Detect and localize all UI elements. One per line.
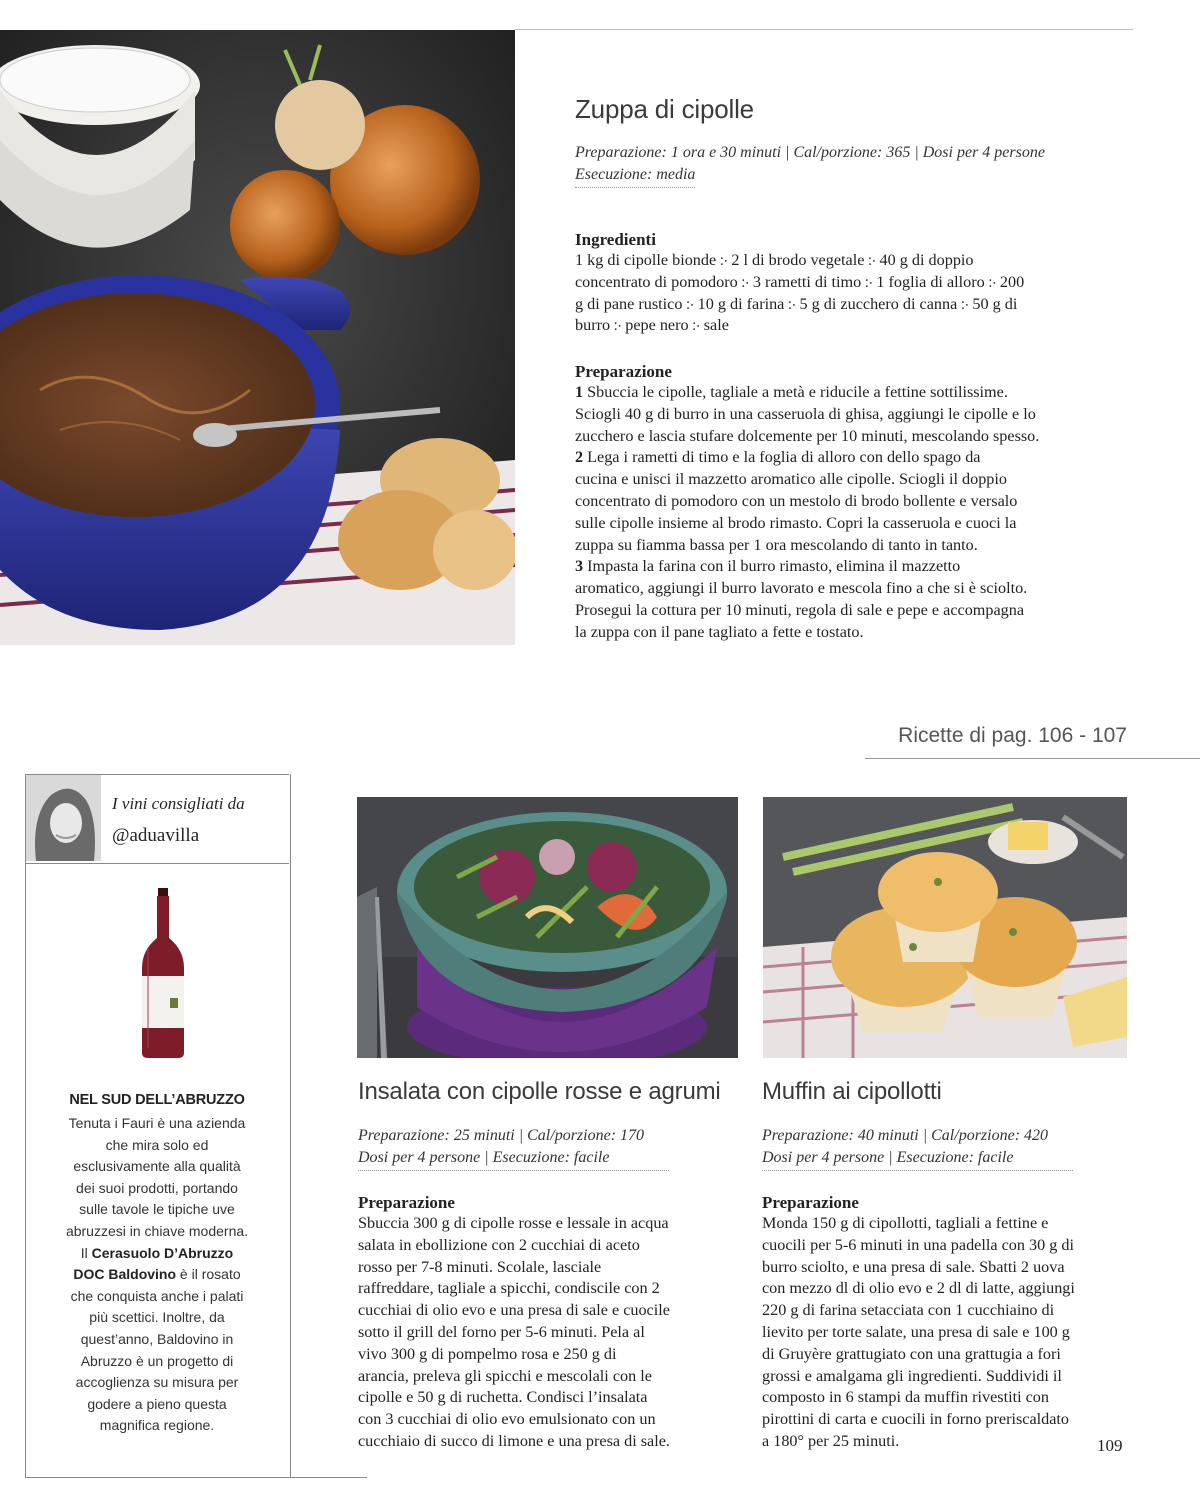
- step-text: concentrato di pomodoro con un mestolo di brodo bollente e versalo: [575, 491, 1018, 510]
- sidebar-text-run: quest’anno, Baldovino in: [80, 1330, 234, 1347]
- preparation-line: Monda 150 g di cipollotti, tagliali a fettine e: [762, 1214, 1049, 1232]
- preparation-line: cipolle e 50 g di ruchetta. Condisci l’insalata: [358, 1388, 648, 1407]
- step-text: cucina e unisci il mazzetto aromatico alle cipolle. Sciogli il doppio: [575, 470, 1007, 489]
- recipe-title: Insalata con cipolle rosse e agrumi: [358, 1078, 721, 1105]
- wine-name: Cerasuolo D’Abruzzo: [91, 1244, 234, 1261]
- sidebar-line: [56, 1113, 258, 1135]
- ingredients-heading: Ingredienti: [575, 230, 656, 249]
- ingredients-line: g di pane rustico ჻ 10 g di farina ჻ 5 g di zucchero di canna ჻ 50 g di: [575, 294, 1018, 313]
- sidebar-line: [56, 1178, 258, 1200]
- sidebar-text: [56, 1113, 258, 1437]
- preparation-line: cucchiaio di succo di limone e una presa di sale.: [358, 1431, 670, 1450]
- preparation-line: composto in 6 stampi da muffin rivestiti con: [762, 1388, 1049, 1407]
- page-number: 109: [1097, 1436, 1123, 1455]
- top-rule: [515, 29, 1133, 30]
- ingredients-line: 1 kg di cipolle bionde ჻ 2 l di brodo vegetale ჻ 40 g di doppio: [575, 251, 974, 269]
- sidebar-text-run: più scettici. Inoltre, da: [89, 1309, 225, 1326]
- preparation-line: di Gruyère grattugiato con una grattugia a fori: [762, 1344, 1061, 1363]
- preparation-line: grossi e amalgama gli ingredienti. Suddividi il: [762, 1366, 1062, 1385]
- preparation-heading: Preparazione: [762, 1193, 859, 1212]
- step-number: 3: [575, 557, 584, 576]
- meta-line: Preparazione: 40 minuti | Cal/porzione: 420: [762, 1127, 1049, 1144]
- step-text: Impasta la farina con il burro rimasto, elimina il mazzetto: [583, 557, 961, 576]
- meta-line: Preparazione: 1 ora e 30 minuti | Cal/porzione: 365 | Dosi per 4 persone: [575, 144, 1045, 161]
- recipe-meta: [358, 1125, 669, 1171]
- bottom-rule: [25, 1477, 367, 1478]
- preparation-line: [575, 578, 1115, 600]
- sidebar-text-run: magnifica regione.: [99, 1417, 215, 1434]
- avatar: [26, 775, 101, 861]
- step-text: aromatico, aggiungi il burro lavorato e mescola fino a che si è sciolto.: [575, 579, 1028, 598]
- sidebar-line: [56, 1264, 258, 1286]
- preparation-line: salata in ebollizione con 2 cucchiai di aceto: [358, 1235, 640, 1254]
- preparation-line: pirottini di carta e cuocili in forno preriscaldato: [762, 1410, 1070, 1429]
- sidebar-line: [56, 1329, 258, 1351]
- preparation-steps: [762, 1213, 1142, 1453]
- step-number: 2: [575, 448, 584, 467]
- wine-name: DOC Baldovino: [73, 1266, 177, 1283]
- sidebar-text-run: è il rosato: [176, 1266, 241, 1283]
- onion-soup-photo: [0, 30, 515, 645]
- preparation-heading: Preparazione: [575, 362, 672, 381]
- step-text: la zuppa con il pane tagliato a fette e tostato.: [575, 622, 864, 641]
- preparation-line: [575, 382, 1115, 404]
- sidebar-text-run: accoglienza su misura per: [75, 1374, 239, 1391]
- preparation-line: arancia, preleva gli spicchi e mescolali con le: [358, 1366, 652, 1385]
- preparation-line: raffreddare, tagliale a spicchi, condiscile con 2: [358, 1279, 660, 1298]
- ingredients-list: [575, 250, 1105, 337]
- step-text: Prosegui la cottura per 10 minuti, regola di sale e pepe e accompagna: [575, 600, 1025, 619]
- recipe-title: Zuppa di cipolle: [575, 94, 754, 124]
- sidebar-text-run: Tenuta i Fauri è una azienda: [68, 1115, 246, 1131]
- sidebar-text-run: dei suoi prodotti, portando: [76, 1179, 238, 1196]
- step-text: sulle cipolle insieme al brodo rimasto. Copri la casseruola e cuoci la: [575, 513, 1017, 532]
- preparation-line: [575, 535, 1115, 557]
- sidebar-line: [56, 1351, 258, 1373]
- step-text: Lega i rametti di timo e la foglia di alloro con dello spago da: [583, 448, 981, 467]
- preparation-line: con mezzo dl di olio evo e 2 dl di latte, aggiungi: [762, 1279, 1075, 1298]
- preparation-line: a 180° per 25 minuti.: [762, 1431, 900, 1450]
- preparation-line: [575, 600, 1115, 622]
- sidebar-line: [56, 1199, 258, 1221]
- meta-line: Preparazione: 25 minuti | Cal/porzione: 170: [358, 1127, 645, 1144]
- sidebar-title: I vini consigliati da: [112, 794, 245, 813]
- preparation-line: burro sciolto, e una presa di sale. Sbatti 2 uova: [762, 1257, 1065, 1276]
- preparation-line: [575, 622, 1115, 644]
- sidebar-text-run: che conquista anche i palati: [70, 1287, 244, 1304]
- wine-bottle-image: [140, 888, 186, 1063]
- preparation-line: lievito per torte salate, una presa di sale e 100 g: [762, 1322, 1070, 1341]
- preparation-line: Sbuccia 300 g di cipolle rosse e lessale in acqua: [358, 1214, 669, 1232]
- sidebar-line: [56, 1243, 258, 1265]
- ingredients-line: concentrato di pomodoro ჻ 3 rametti di timo ჻ 1 foglia di alloro ჻ 200: [575, 272, 1025, 291]
- sidebar-text-run: sulle tavole le tipiche uve: [79, 1201, 235, 1218]
- salad-photo: [357, 797, 738, 1058]
- sidebar-text-run: godere a pieno questa: [87, 1395, 227, 1412]
- sidebar-heading: NEL SUD DELL’ABRUZZO: [69, 1092, 245, 1108]
- preparation-line: [575, 491, 1115, 513]
- step-text: Sbuccia le cipolle, tagliale a metà e riducile a fettine sottilissime.: [583, 383, 1008, 401]
- ingredients-line: burro ჻ pepe nero ჻ sale: [575, 316, 729, 335]
- sidebar-line: [56, 1394, 258, 1416]
- recipe-meta: [575, 142, 1045, 188]
- preparation-heading: Preparazione: [358, 1193, 455, 1212]
- preparation-line: vivo 300 g di pompelmo rosa e 250 g di: [358, 1344, 617, 1363]
- meta-line: Dosi per 4 persone | Esecuzione: facile: [358, 1147, 669, 1171]
- preparation-line: [575, 426, 1115, 448]
- step-text: Sciogli 40 g di burro in una casseruola di ghisa, aggiungi le cipolle e lo: [575, 404, 1036, 423]
- sidebar-line: [56, 1372, 258, 1394]
- meta-line: Esecuzione: media: [575, 164, 695, 188]
- step-text: zucchero e lascia stufare dolcemente per 10 minuti, mescolando spesso.: [575, 426, 1040, 445]
- sidebar-line: [56, 1307, 258, 1329]
- sidebar-text-run: Abruzzo è un progetto di: [80, 1352, 234, 1369]
- recipe-meta: [762, 1125, 1073, 1171]
- sidebar-line: [56, 1135, 258, 1157]
- preparation-line: [575, 469, 1115, 491]
- sidebar-text-run: abruzzesi in chiave moderna.: [65, 1222, 249, 1239]
- preparation-steps: [358, 1213, 738, 1453]
- sidebar-handle: @aduavilla: [112, 825, 200, 846]
- preparation-line: [575, 556, 1115, 578]
- preparation-line: [575, 447, 1115, 469]
- step-number: 1: [575, 383, 584, 401]
- sidebar-text-run: esclusivamente alla qualità: [73, 1158, 241, 1175]
- meta-line: Dosi per 4 persone | Esecuzione: facile: [762, 1147, 1073, 1171]
- sidebar-line: [56, 1156, 258, 1178]
- sidebar-line: [56, 1286, 258, 1308]
- preparation-line: cucchiai di olio evo e una presa di sale e cuocile: [358, 1301, 670, 1320]
- preparation-line: sotto il grill del forno per 5-6 minuti. Pela al: [358, 1322, 645, 1341]
- section-header-rule: [865, 758, 1200, 759]
- sidebar-line: [56, 1221, 258, 1243]
- section-header: Ricette di pag. 106 - 107: [898, 724, 1127, 747]
- sidebar-line: [56, 1415, 258, 1437]
- preparation-line: rosso per 7-8 minuti. Scolale, lasciale: [358, 1257, 602, 1276]
- preparation-line: [575, 404, 1115, 426]
- muffin-photo: [763, 797, 1127, 1058]
- step-text: zuppa su fiamma bassa per 1 ora mescolando di tanto in tanto.: [575, 535, 978, 554]
- preparation-line: con 3 cucchiai di olio evo emulsionato con un: [358, 1410, 656, 1429]
- preparation-line: cuocili per 5-6 minuti in una padella con 30 g di: [762, 1235, 1074, 1254]
- sidebar-text-run: Il: [80, 1244, 92, 1261]
- preparation-steps: [575, 382, 1115, 644]
- sidebar-text-run: che mira solo ed: [105, 1136, 209, 1153]
- preparation-line: [575, 513, 1115, 535]
- recipe-title: Muffin ai cipollotti: [762, 1078, 942, 1105]
- preparation-line: 220 g di farina setacciata con 1 cucchiaino di: [762, 1301, 1055, 1320]
